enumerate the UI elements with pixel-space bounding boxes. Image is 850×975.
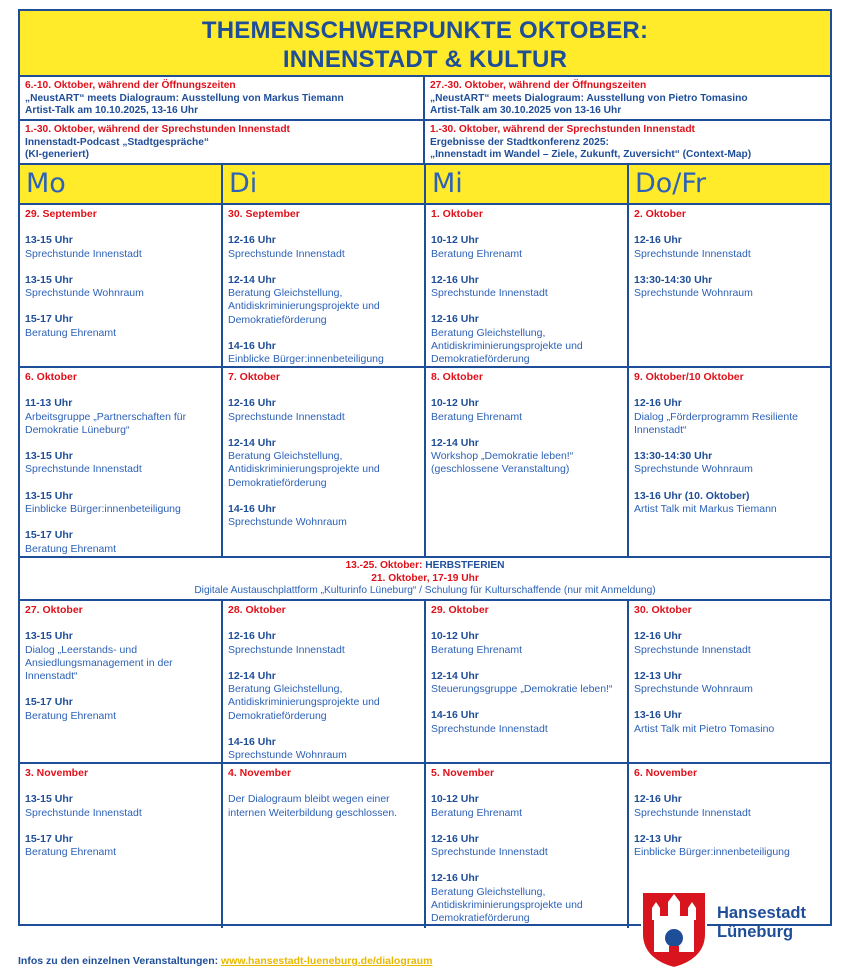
event-name: Sprechstunde Innenstadt	[431, 722, 548, 735]
day-cell	[20, 764, 223, 928]
band-event-date: 21. Oktober, 17-19 Uhr	[371, 572, 479, 584]
event-item	[634, 490, 825, 517]
event-item	[25, 793, 216, 820]
event-name: Sprechstunde Innenstadt	[634, 247, 751, 260]
event-item	[228, 274, 419, 327]
schedule-frame	[18, 9, 832, 926]
event-item	[431, 630, 622, 657]
event-item	[634, 793, 825, 820]
event-item	[25, 313, 216, 340]
info-box-title: „NeustART“ meets Dialograum: Ausstellung von Pietro Tomasino	[430, 92, 748, 104]
info-box-date: 6.-10. Oktober, während der Öffnungszeiten	[25, 80, 236, 91]
event-time: 13-15 Uhr	[25, 793, 73, 806]
day-date: 27. Oktober	[25, 604, 83, 616]
event-time: 12-16 Uhr	[228, 397, 276, 410]
info-box-podcast	[20, 121, 425, 165]
event-name: Beratung Gleichstellung, Antidiskriminierungsprojekte und Demokratieförderung	[228, 683, 380, 722]
event-item	[25, 450, 216, 477]
event-time: 12-16 Uhr	[228, 630, 276, 643]
event-time: 15-17 Uhr	[25, 832, 73, 845]
info-box-detail: (KI-generiert)	[25, 149, 89, 160]
title-line-2: INNENSTADT & KULTUR	[282, 46, 568, 73]
event-item	[25, 696, 216, 723]
footer-link[interactable]: www.hansestadt-lueneburg.de/dialograum	[221, 955, 433, 967]
event-name: Sprechstunde Innenstadt	[25, 247, 142, 260]
event-item	[228, 340, 419, 367]
event-time: 14-16 Uhr	[228, 736, 276, 749]
day-date: 7. Oktober	[228, 371, 280, 383]
event-item	[431, 274, 622, 301]
event-name: Workshop „Demokratie leben!“ (geschlossene Veranstaltung)	[431, 450, 574, 476]
day-date: 29. Oktober	[431, 604, 489, 616]
day-cell	[223, 601, 426, 764]
day-date: 6. Oktober	[25, 371, 77, 383]
event-name: Beratung Ehrenamt	[431, 410, 523, 423]
event-name: Sprechstunde Innenstadt	[431, 287, 548, 300]
event-item	[431, 670, 622, 697]
event-time: 13-15 Uhr	[25, 273, 73, 286]
day-cell	[20, 601, 223, 764]
event-time: 10-12 Uhr	[431, 234, 479, 247]
event-name: Artist Talk mit Pietro Tomasino	[634, 722, 775, 735]
event-item	[25, 529, 216, 556]
day-date: 30. September	[228, 208, 300, 220]
weekday-header-mo: Mo	[20, 165, 223, 205]
info-box-title: „NeustART“ meets Dialograum: Ausstellung von Markus Tiemann	[25, 92, 344, 104]
day-cell	[426, 764, 629, 928]
event-name: Sprechstunde Wohnraum	[634, 463, 753, 476]
event-time: 14-16 Uhr	[228, 340, 276, 353]
event-time: 10-12 Uhr	[431, 397, 479, 410]
event-time: 13-15 Uhr	[25, 630, 73, 643]
event-name: Beratung Ehrenamt	[25, 542, 117, 555]
day-cell	[629, 205, 830, 368]
event-item	[431, 234, 622, 261]
event-name: Sprechstunde Innenstadt	[634, 806, 751, 819]
weekday-header-dofr: Do/Fr	[629, 165, 830, 205]
info-box-exhibition-2	[425, 77, 830, 121]
day-date: 8. Oktober	[431, 371, 483, 383]
event-name: Beratung Ehrenamt	[431, 247, 523, 260]
event-item	[431, 833, 622, 860]
event-name: Einblicke Bürger:innenbeteiligung	[228, 353, 384, 366]
event-time: 12-16 Uhr	[431, 273, 479, 286]
day-cell	[223, 205, 426, 368]
page-title	[20, 11, 830, 77]
info-box-stadtkonferenz	[425, 121, 830, 165]
event-item	[634, 670, 825, 697]
event-item	[634, 709, 825, 736]
holiday-label: HERBSTFERIEN	[425, 560, 505, 571]
day-date: 29. September	[25, 208, 97, 220]
event-name: Beratung Ehrenamt	[431, 643, 523, 656]
event-name: Sprechstunde Wohnraum	[228, 516, 347, 529]
event-time: 10-12 Uhr	[431, 630, 479, 643]
event-name: Sprechstunde Innenstadt	[228, 643, 345, 656]
event-time: 10-12 Uhr	[431, 793, 479, 806]
day-cell	[426, 368, 629, 558]
event-item	[228, 397, 419, 424]
event-time: 12-16 Uhr	[634, 793, 682, 806]
info-box-date: 27.-30. Oktober, während der Öffnungszeiten	[430, 80, 647, 91]
info-box-detail: Artist-Talk am 30.10.2025 von 13-16 Uhr	[430, 105, 622, 116]
info-box-exhibition-1	[20, 77, 425, 121]
event-name: Sprechstunde Innenstadt	[25, 463, 142, 476]
event-name: Beratung Ehrenamt	[25, 326, 117, 339]
event-time: 12-14 Uhr	[228, 669, 276, 682]
event-time: 12-16 Uhr	[431, 313, 479, 326]
holiday-band	[20, 558, 830, 601]
day-cell	[20, 368, 223, 558]
weekday-header-mi: Mi	[426, 165, 629, 205]
weekday-header-di: Di	[223, 165, 426, 205]
event-time: 12-16 Uhr	[228, 234, 276, 247]
event-item	[431, 793, 622, 820]
day-date: 3. November	[25, 767, 89, 779]
logo-line-2: Lüneburg	[717, 923, 794, 941]
info-box-detail: Artist-Talk am 10.10.2025, 13-16 Uhr	[25, 105, 199, 116]
info-box-title: Innenstadt-Podcast „Stadtgespräche“	[25, 136, 209, 148]
event-time: 15-17 Uhr	[25, 696, 73, 709]
event-name: Beratung Gleichstellung, Antidiskriminierungsprojekte und Demokratieförderung	[228, 287, 380, 326]
info-box-date: 1.-30. Oktober, während der Sprechstunden Innenstadt	[430, 124, 695, 135]
event-item	[25, 833, 216, 860]
band-event-title: Digitale Austauschplattform „Kulturinfo Lüneburg“ / Schulung für Kulturschaffende (nur mit Anmeldung)	[194, 585, 656, 596]
event-name: Beratung Gleichstellung, Antidiskriminierungsprojekte und Demokratieförderung	[228, 450, 380, 489]
event-item	[634, 833, 825, 860]
event-time: 13:30-14:30 Uhr	[634, 450, 713, 463]
day-date: 5. November	[431, 767, 495, 779]
event-name: Beratung Ehrenamt	[431, 806, 523, 819]
event-name: Sprechstunde Innenstadt	[25, 806, 142, 819]
event-name: Einblicke Bürger:innenbeteiligung	[25, 503, 181, 516]
info-box-title: Ergebnisse der Stadtkonferenz 2025:	[430, 136, 609, 148]
event-item	[25, 630, 216, 683]
event-time: 12-16 Uhr	[634, 397, 682, 410]
day-cell	[426, 601, 629, 764]
event-time: 12-14 Uhr	[431, 669, 479, 682]
event-item	[25, 397, 216, 437]
event-time: 14-16 Uhr	[228, 503, 276, 516]
event-item	[25, 234, 216, 261]
event-name: Einblicke Bürger:innenbeteiligung	[634, 846, 790, 859]
day-date: 30. Oktober	[634, 604, 692, 616]
event-name: Beratung Ehrenamt	[25, 709, 117, 722]
event-item	[228, 437, 419, 490]
event-item	[634, 450, 825, 477]
event-time: 13-16 Uhr (10. Oktober)	[634, 489, 750, 502]
day-note: Der Dialograum bleibt wegen einer internen Weiterbildung geschlossen.	[228, 793, 398, 819]
event-time: 12-16 Uhr	[431, 872, 479, 885]
day-cell	[223, 368, 426, 558]
event-name: Beratung Ehrenamt	[25, 846, 117, 859]
event-name: Beratung Gleichstellung, Antidiskriminierungsprojekte und Demokratieförderung	[431, 885, 583, 925]
day-cell	[629, 368, 830, 558]
day-date: 1. Oktober	[431, 208, 483, 220]
coat-of-arms-icon	[638, 888, 710, 970]
city-logo	[638, 888, 828, 970]
event-name: Sprechstunde Wohnraum	[25, 287, 144, 300]
event-item	[228, 736, 419, 763]
event-name: Sprechstunde Innenstadt	[228, 410, 345, 423]
logo-line-1: Hansestadt	[717, 904, 806, 922]
event-item	[634, 274, 825, 301]
event-item	[228, 670, 419, 723]
day-cell	[20, 205, 223, 368]
footer-label: Infos zu den einzelnen Veranstaltungen:	[18, 955, 222, 967]
event-item	[228, 234, 419, 261]
event-time: 12-16 Uhr	[634, 234, 682, 247]
event-name: Sprechstunde Wohnraum	[634, 683, 753, 696]
event-name: Artist Talk mit Markus Tiemann	[634, 503, 777, 516]
event-item	[228, 630, 419, 657]
info-box-date: 1.-30. Oktober, während der Sprechstunden Innenstadt	[25, 124, 290, 135]
event-time: 12-14 Uhr	[228, 436, 276, 449]
event-time: 13-16 Uhr	[634, 709, 682, 722]
day-cell	[426, 205, 629, 368]
event-time: 14-16 Uhr	[431, 709, 479, 722]
event-name: Sprechstunde Wohnraum	[634, 287, 753, 300]
event-item	[25, 274, 216, 301]
event-item	[634, 397, 825, 437]
event-name: Sprechstunde Innenstadt	[431, 846, 548, 859]
holiday-dates: 13.-25. Oktober:	[345, 560, 426, 571]
event-time: 12-14 Uhr	[431, 436, 479, 449]
day-date: 6. November	[634, 767, 698, 779]
title-line-1: THEMENSCHWERPUNKTE OKTOBER:	[201, 17, 649, 44]
event-name: Sprechstunde Wohnraum	[228, 749, 347, 762]
event-name: Sprechstunde Innenstadt	[634, 643, 751, 656]
event-item	[431, 313, 622, 366]
event-item	[431, 397, 622, 424]
event-time: 12-14 Uhr	[228, 273, 276, 286]
event-item	[228, 503, 419, 530]
event-item	[25, 490, 216, 517]
info-box-detail: „Innenstadt im Wandel – Ziele, Zukunft, Zuversicht“ (Context-Map)	[430, 149, 752, 160]
event-time: 13-15 Uhr	[25, 489, 73, 502]
event-name: Arbeitsgruppe „Partnerschaften für Demokratie Lüneburg“	[25, 410, 187, 436]
event-name: Beratung Gleichstellung, Antidiskriminierungsprojekte und Demokratieförderung	[431, 326, 583, 366]
event-name: Dialog „Förderprogramm Resiliente Innenstadt“	[634, 410, 798, 436]
event-time: 13-15 Uhr	[25, 450, 73, 463]
day-date: 4. November	[228, 767, 292, 779]
event-time: 11-13 Uhr	[25, 397, 73, 410]
event-item	[634, 234, 825, 261]
day-date: 28. Oktober	[228, 604, 286, 616]
event-item	[431, 709, 622, 736]
day-date: 2. Oktober	[634, 208, 686, 220]
event-time: 15-17 Uhr	[25, 313, 73, 326]
logo-text	[717, 904, 806, 942]
event-time: 12-13 Uhr	[634, 669, 682, 682]
event-item	[634, 630, 825, 657]
event-item	[431, 872, 622, 925]
event-time: 13:30-14:30 Uhr	[634, 273, 713, 286]
footer-info	[18, 955, 432, 967]
event-time: 15-17 Uhr	[25, 529, 73, 542]
event-item	[431, 437, 622, 477]
event-time: 12-13 Uhr	[634, 832, 682, 845]
day-date: 9. Oktober/10 Oktober	[634, 371, 744, 383]
day-cell	[223, 764, 426, 928]
event-time: 12-16 Uhr	[431, 832, 479, 845]
event-name: Dialog „Leerstands- und Ansiedlungsmanagement in der Innenstadt“	[25, 643, 173, 683]
event-time: 12-16 Uhr	[634, 630, 682, 643]
event-time: 13-15 Uhr	[25, 234, 73, 247]
day-cell	[629, 601, 830, 764]
event-name: Steuerungsgruppe „Demokratie leben!“	[431, 683, 613, 696]
event-name: Sprechstunde Innenstadt	[228, 247, 345, 260]
